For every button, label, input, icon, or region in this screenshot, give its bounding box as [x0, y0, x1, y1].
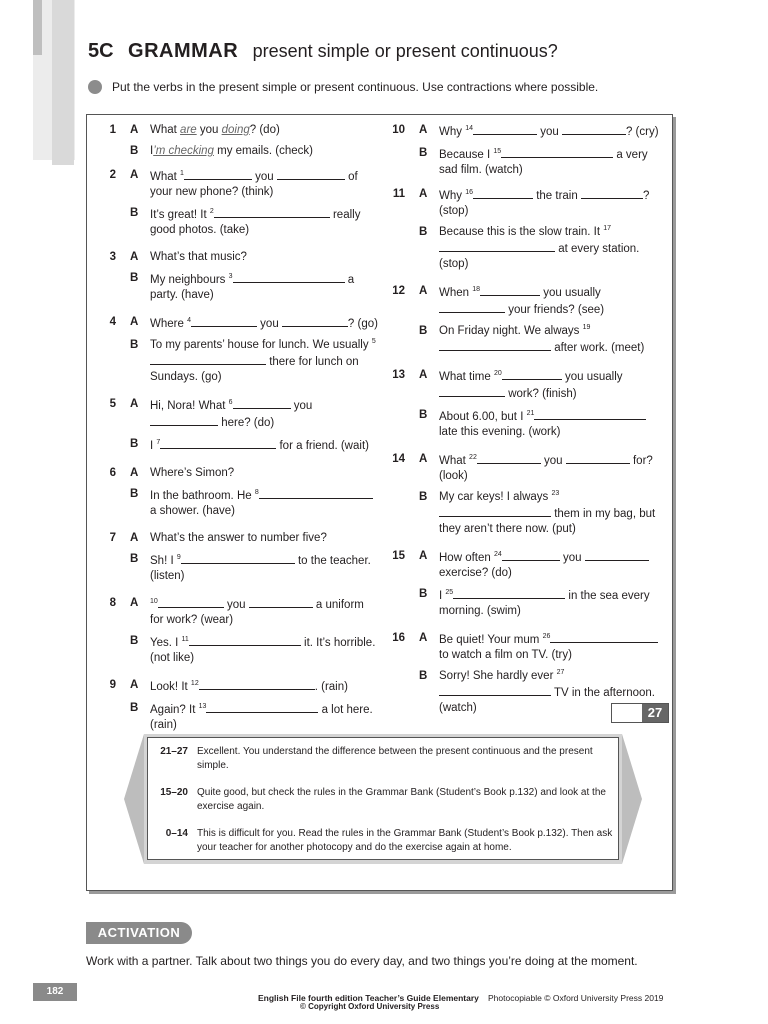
speaker-b: B — [130, 207, 139, 219]
line-text: Why $^{14}$ you ? (cry) — [439, 123, 665, 140]
speaker-a: A — [130, 532, 139, 544]
instruction-text: Put the verbs in the present simple or present continuous. Use contractions where possible. — [112, 80, 599, 94]
speaker-a: A — [130, 251, 139, 263]
question-number: 13 — [392, 369, 405, 381]
question-3b — [94, 271, 379, 303]
question-1a — [94, 123, 379, 138]
speaker-b: B — [130, 438, 139, 450]
line-text: To my parents’ house for lunch. We usually $^5$ there for lunch on Sundays. (go) — [150, 338, 376, 383]
answer-blank[interactable] — [562, 123, 626, 135]
line-text: How often $^{24}$ you exercise? (do) — [439, 549, 665, 581]
answer-blank[interactable] — [439, 339, 551, 351]
answer-blank[interactable] — [473, 123, 537, 135]
speaker-a: A — [130, 597, 139, 609]
speaker-a: A — [419, 188, 428, 200]
feedback-text: Excellent. You understand the difference between the present continuous and the present simple. — [197, 746, 593, 771]
feedback-row — [148, 745, 614, 773]
activation-text: Work with a partner. Talk about two things you do every day, and two things you’re doing at the moment. — [86, 954, 638, 968]
answer-blank[interactable] — [502, 368, 562, 380]
question-number: 5 — [109, 398, 116, 410]
question-number: 1 — [109, 124, 116, 136]
answer-blank[interactable] — [550, 631, 658, 643]
footer-book-title: English File fourth edition Teacher’s Guide Elementary — [258, 993, 479, 1003]
feedback-range: 21–27 — [160, 746, 188, 757]
answer-blank[interactable] — [473, 187, 533, 199]
feedback-text: Quite good, but check the rules in the Grammar Bank (Student’s Book p.132) and look at the exercise again. — [197, 787, 606, 812]
line-text: Where’s Simon? — [150, 467, 235, 479]
line-text: In the bathroom. He $^8$ a shower. (have) — [150, 487, 379, 519]
question-15a — [383, 549, 665, 581]
question-14b — [383, 490, 665, 537]
speaker-b: B — [130, 488, 139, 500]
answer-blank[interactable] — [181, 552, 295, 564]
answer-blank[interactable] — [206, 701, 318, 713]
line-text: Again? It $^{13}$ a lot here. (rain) — [150, 701, 379, 733]
question-9a — [94, 678, 379, 695]
question-16a — [383, 631, 665, 663]
exercise-column-left — [94, 123, 379, 733]
speaker-b: B — [130, 702, 139, 714]
question-8b — [94, 634, 379, 666]
feedback-row — [148, 786, 614, 814]
question-12a — [383, 284, 665, 318]
example-answer: doing — [221, 124, 250, 136]
section-label: GRAMMAR — [128, 40, 239, 62]
question-number: 8 — [109, 597, 116, 609]
speaker-a: A — [419, 124, 428, 136]
answer-blank[interactable] — [184, 168, 252, 180]
speaker-b: B — [419, 588, 428, 600]
question-14a — [383, 452, 665, 484]
speaker-b: B — [130, 272, 139, 284]
line-text: Look! It $^{12}$ . (rain) — [150, 678, 379, 695]
question-number: 16 — [392, 632, 405, 644]
question-number: 15 — [392, 550, 405, 562]
speaker-b: B — [130, 553, 139, 565]
arrow-right-icon — [622, 734, 642, 864]
answer-blank[interactable] — [566, 452, 630, 464]
question-number: 6 — [109, 467, 116, 479]
question-number: 4 — [109, 316, 116, 328]
line-text: About 6.00, but I $^{21}$ late this evening. (work) — [439, 408, 665, 440]
question-10b — [383, 146, 665, 178]
speaker-b: B — [130, 145, 139, 157]
question-7b — [94, 552, 379, 584]
answer-blank[interactable] — [249, 596, 313, 608]
answer-blank[interactable] — [453, 587, 565, 599]
line-text: What’s that music? — [150, 251, 247, 263]
speaker-b: B — [419, 147, 428, 159]
bullet-icon — [88, 80, 102, 94]
answer-blank[interactable] — [160, 437, 276, 449]
footer-photocopiable: Photocopiable © Oxford University Press 2019 — [488, 993, 664, 1003]
question-2b — [94, 206, 379, 238]
answer-blank[interactable] — [158, 596, 224, 608]
score-entry[interactable] — [612, 704, 642, 722]
example-answer: ’m checking — [153, 145, 214, 157]
speaker-a: A — [130, 316, 139, 328]
question-4b — [94, 338, 379, 385]
question-5b — [94, 437, 379, 454]
line-text: What $^{22}$ you for? (look) — [439, 452, 665, 484]
answer-blank[interactable] — [282, 315, 348, 327]
page-number: 182 — [33, 983, 77, 1001]
question-6a — [94, 466, 379, 481]
answer-blank[interactable] — [150, 353, 266, 365]
speaker-a: A — [419, 550, 428, 562]
speaker-a: A — [130, 467, 139, 479]
line-text: Why $^{16}$ the train ? (stop) — [439, 187, 665, 219]
answer-blank[interactable] — [581, 187, 643, 199]
answer-blank[interactable] — [199, 678, 315, 690]
feedback-row — [148, 827, 614, 855]
question-number: 14 — [392, 453, 405, 465]
speaker-a: A — [419, 453, 428, 465]
speaker-b: B — [419, 325, 428, 337]
line-text: What are you doing? (do) — [150, 124, 280, 136]
example-answer: are — [180, 124, 197, 136]
question-7a — [94, 531, 379, 546]
line-text: When $^{18}$ you usually your friends? (see) — [439, 284, 665, 318]
answer-blank[interactable] — [277, 168, 345, 180]
question-6b — [94, 487, 379, 519]
question-11b — [383, 225, 665, 272]
answer-blank[interactable] — [501, 146, 613, 158]
line-text: Sorry! She hardly ever $^{27}$ TV in the afternoon. (watch) — [439, 669, 655, 714]
question-number: 7 — [109, 532, 116, 544]
question-10a — [383, 123, 665, 140]
line-text: What’s the answer to number five? — [150, 532, 327, 544]
speaker-a: A — [130, 398, 139, 410]
line-text: Yes. I $^{11}$ it. It’s horrible. (not like) — [150, 634, 379, 666]
activation-label: ACTIVATION — [86, 922, 192, 944]
speaker-a: A — [130, 169, 139, 181]
line-text: Sh! I $^9$ to the teacher. (listen) — [150, 552, 379, 584]
answer-blank[interactable] — [189, 634, 301, 646]
question-12b — [383, 324, 665, 356]
answer-blank[interactable] — [233, 397, 291, 409]
question-2a — [94, 168, 379, 200]
line-text: Because I $^{15}$ a very sad film. (watch) — [439, 146, 665, 178]
question-number: 2 — [109, 169, 116, 181]
question-1b — [94, 144, 379, 159]
answer-blank[interactable] — [502, 549, 560, 561]
speaker-a: A — [130, 124, 139, 136]
speaker-b: B — [419, 409, 428, 421]
line-text: My neighbours $^3$ a party. (have) — [150, 271, 379, 303]
answer-blank[interactable] — [439, 505, 551, 517]
line-text: Where $^4$ you ? (go) — [150, 315, 379, 332]
score-total: 27 — [642, 704, 668, 722]
question-number: 3 — [109, 251, 116, 263]
score-box — [611, 703, 669, 723]
answer-blank[interactable] — [191, 315, 257, 327]
line-text: Because this is the slow train. It $^{17}$ at every station. (stop) — [439, 225, 640, 270]
decorative-strip — [52, 0, 74, 165]
answer-blank[interactable] — [534, 408, 646, 420]
footer-copyright: © Copyright Oxford University Press — [300, 1002, 440, 1011]
answer-blank[interactable] — [150, 414, 218, 426]
answer-blank[interactable] — [233, 271, 345, 283]
speaker-b: B — [130, 635, 139, 647]
speaker-b: B — [419, 670, 428, 682]
speaker-b: B — [419, 491, 428, 503]
line-text: My car keys! I always $^{23}$ them in my bag, but they aren’t there now. (put) — [439, 490, 656, 535]
page-title — [88, 40, 558, 63]
line-text: I $^{25}$ in the sea every morning. (swim) — [439, 587, 665, 619]
line-text: Hi, Nora! What $^6$ you here? (do) — [150, 397, 379, 431]
question-number: 11 — [392, 188, 405, 200]
lesson-code: 5C — [88, 40, 114, 62]
decorative-strip — [33, 0, 42, 55]
speaker-b: B — [130, 339, 139, 351]
answer-blank[interactable] — [214, 206, 330, 218]
arrow-left-icon — [124, 734, 144, 864]
speaker-a: A — [419, 369, 428, 381]
line-text: I’m checking my emails. (check) — [150, 145, 313, 157]
question-number: 10 — [392, 124, 405, 136]
line-text: On Friday night. We always $^{19}$ after work. (meet) — [439, 324, 645, 354]
speaker-a: A — [419, 285, 428, 297]
question-15b — [383, 587, 665, 619]
answer-blank[interactable] — [439, 684, 551, 696]
line-text: What $^1$ you of your new phone? (think) — [150, 168, 379, 200]
question-number: 12 — [392, 285, 405, 297]
answer-blank[interactable] — [439, 240, 555, 252]
speaker-b: B — [419, 226, 428, 238]
exercise-column-right — [383, 123, 665, 716]
feedback-panel — [124, 734, 642, 864]
question-8a — [94, 596, 379, 628]
question-5a — [94, 397, 379, 431]
line-text: Be quiet! Your mum $^{26}$ to watch a film on TV. (try) — [439, 631, 665, 663]
line-text: I $^7$ for a friend. (wait) — [150, 437, 379, 454]
answer-blank[interactable] — [585, 549, 649, 561]
answer-blank[interactable] — [477, 452, 541, 464]
question-3a — [94, 250, 379, 265]
feedback-range: 0–14 — [165, 828, 188, 839]
answer-blank[interactable] — [439, 385, 505, 397]
answer-blank[interactable] — [480, 284, 540, 296]
exercise-frame — [86, 114, 673, 891]
line-text: It’s great! It $^2$ really good photos. (take) — [150, 206, 379, 238]
instruction — [88, 80, 598, 94]
feedback-range: 15–20 — [160, 787, 188, 798]
question-13b — [383, 408, 665, 440]
answer-blank[interactable] — [439, 301, 505, 313]
question-number: 9 — [109, 679, 116, 691]
answer-blank[interactable] — [259, 487, 373, 499]
question-4a — [94, 315, 379, 332]
feedback-text: This is difficult for you. Read the rules in the Grammar Bank (Student’s Book p.132). Then ask your teacher for another photocopy and do the exercise again at home. — [197, 828, 613, 853]
speaker-a: A — [130, 679, 139, 691]
speaker-a: A — [419, 632, 428, 644]
question-9b — [94, 701, 379, 733]
line-text: What time $^{20}$ you usually work? (finish) — [439, 368, 665, 402]
question-11a — [383, 187, 665, 219]
line-text: $^{10}$ you a uniform for work? (wear) — [150, 596, 379, 628]
question-13a — [383, 368, 665, 402]
section-subtitle: present simple or present continuous? — [252, 41, 558, 61]
